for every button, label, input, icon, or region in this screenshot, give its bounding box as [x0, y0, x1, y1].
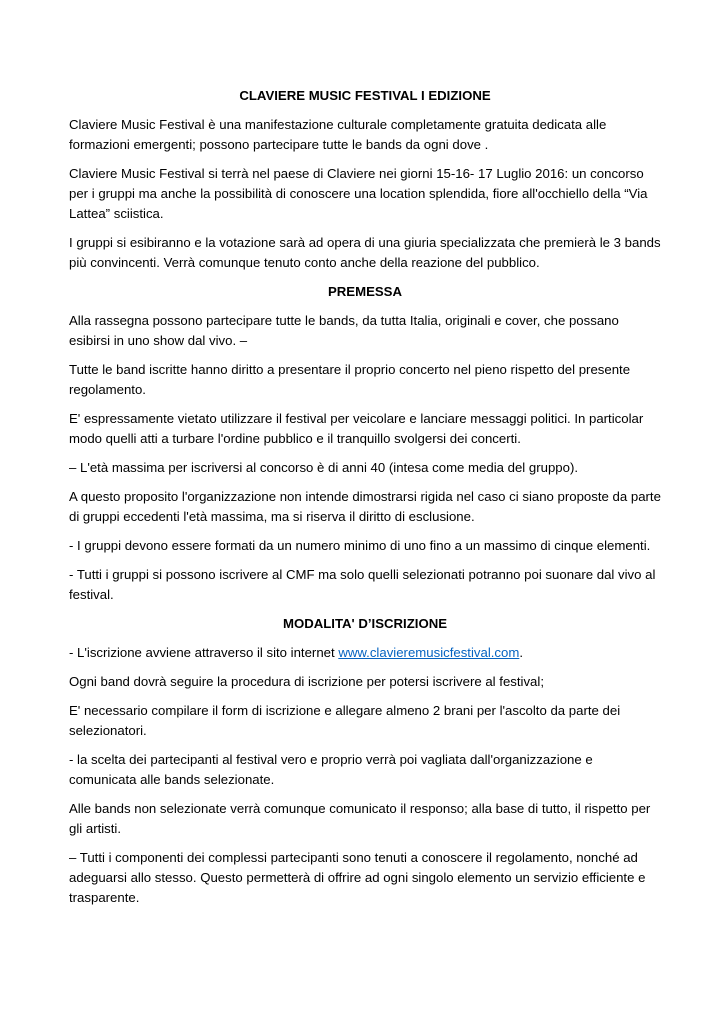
website-link[interactable]: www.clavieremusicfestival.com: [338, 645, 520, 660]
premessa-paragraph: Alla rassegna possono partecipare tutte le bands, da tutta Italia, originali e cover, che possano esibirsi in uno show dal vivo. –: [69, 313, 619, 348]
modalita-paragraph: E' necessario compilare il form di iscrizione e allegare almeno 2 brani per l'ascolto da parte dei selezionatori.: [69, 703, 621, 738]
premessa-paragraph: - Tutti i gruppi si possono iscrivere al CMF ma solo quelli selezionati potranno poi suonare dal vivo al festival.: [69, 567, 656, 602]
modalita-paragraph: Alle bands non selezionate verrà comunque comunicato il responso; alla base di tutto, il rispetto per gli artisti.: [69, 801, 651, 836]
premessa-paragraph: Tutte le band iscritte hanno diritto a presentare il proprio concerto nel pieno rispetto del presente regolamento.: [69, 362, 631, 397]
section-heading-modalita: MODALITA' D’ISCRIZIONE: [282, 616, 448, 631]
registration-link-suffix: .: [519, 645, 524, 660]
intro-paragraph: Claviere Music Festival è una manifestazione culturale completamente gratuita dedicata alle formazioni emergenti; possono partecipare tutte le bands da ogni dove .: [69, 117, 607, 152]
premessa-paragraph: E' espressamente vietato utilizzare il festival per veicolare e lanciare messaggi politici. In particolar modo quelli atti a turbare l'ordine pubblico e il tranquillo svolgersi dei concerti.: [69, 411, 644, 446]
modalita-paragraph: - la scelta dei partecipanti al festival vero e proprio verrà poi vagliata dall'organizzazione e comunicata alle bands selezionate.: [69, 752, 593, 787]
intro-paragraph: Claviere Music Festival si terrà nel paese di Claviere nei giorni 15-16- 17 Luglio 2016: un concorso per i gruppi ma anche la possibilità di conoscere una location splendida, fiore all'occhiello della “Via Lattea” sciistica.: [69, 166, 648, 221]
premessa-paragraph: – L'età massima per iscriversi al concorso è di anni 40 (intesa come media del gruppo).: [69, 460, 579, 475]
registration-link-paragraph: [69, 643, 661, 663]
document-page: [69, 86, 661, 917]
intro-paragraph: I gruppi si esibiranno e la votazione sarà ad opera di una giuria specializzata che premierà le 3 bands più convincenti. Verrà comunque tenuto conto anche della reazione del pubblico.: [69, 235, 661, 270]
modalita-paragraph: Ogni band dovrà seguire la procedura di iscrizione per potersi iscrivere al festival;: [69, 674, 544, 689]
document-title: CLAVIERE MUSIC FESTIVAL I EDIZIONE: [239, 88, 491, 103]
registration-link-prefix: - L'iscrizione avviene attraverso il sito internet: [69, 645, 339, 660]
modalita-paragraph: – Tutti i componenti dei complessi partecipanti sono tenuti a conoscere il regolamento, nonché ad adeguarsi allo stesso. Questo permetterà di offrire ad ogni singolo elemento un servizio efficiente e trasparente.: [69, 850, 646, 905]
premessa-paragraph: A questo proposito l'organizzazione non intende dimostrarsi rigida nel caso ci siano proposte da parte di gruppi eccedenti l'età massima, ma si riserva il diritto di esclusione.: [69, 489, 661, 524]
section-heading-premessa: PREMESSA: [327, 284, 402, 299]
premessa-paragraph: - I gruppi devono essere formati da un numero minimo di uno fino a un massimo di cinque elementi.: [69, 538, 651, 553]
